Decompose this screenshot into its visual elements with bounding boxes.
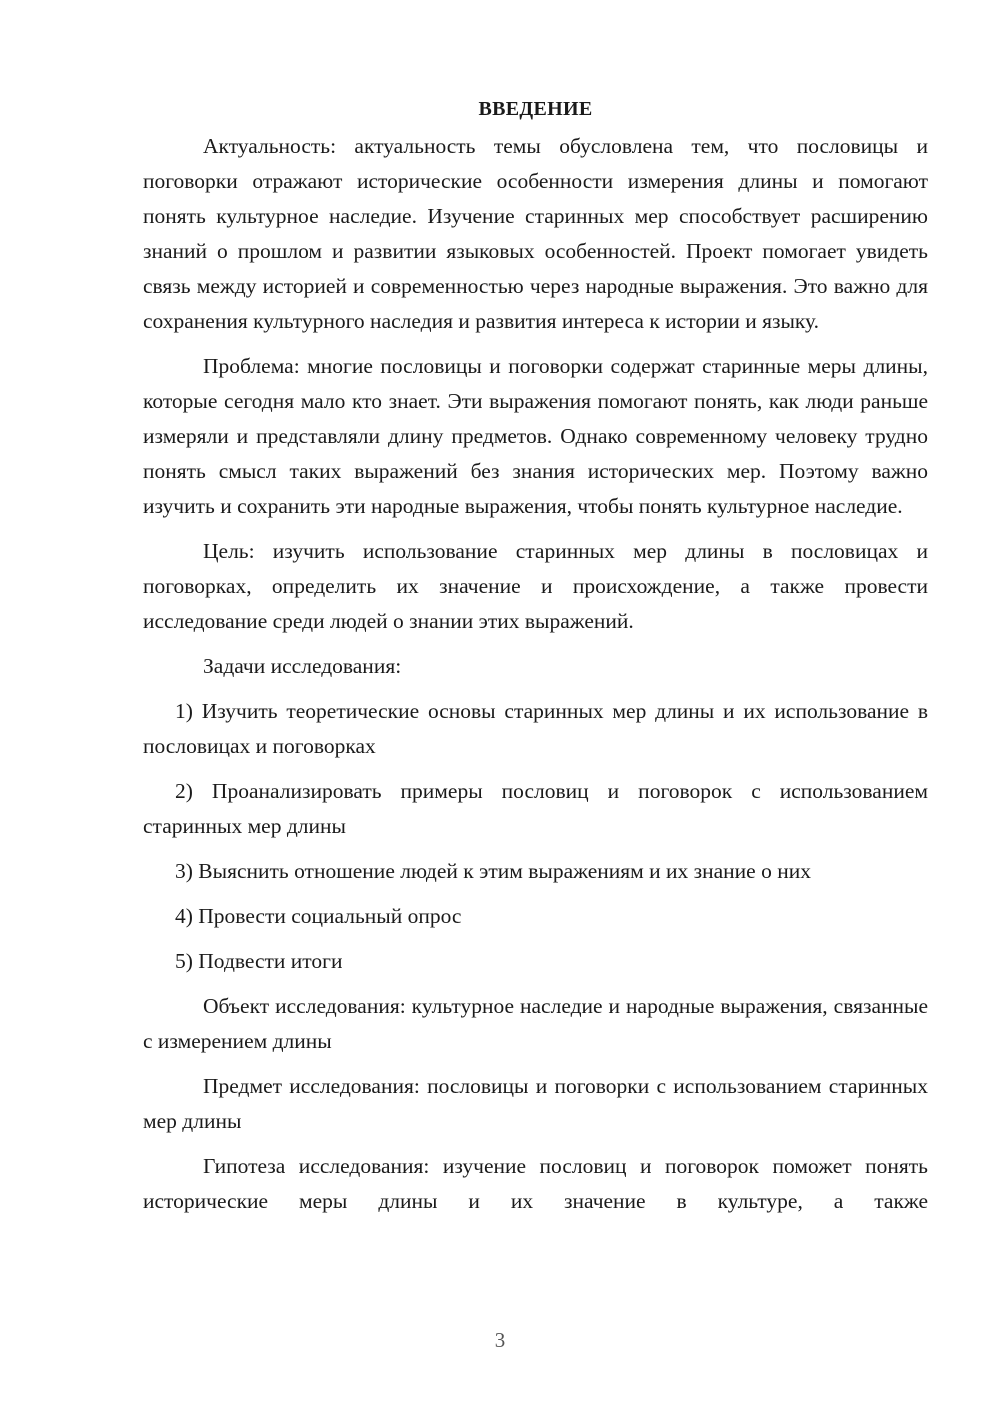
task-item: 2) Проанализировать примеры пословиц и поговорок с использованием старинных мер длины bbox=[143, 779, 928, 838]
task-item: 5) Подвести итоги bbox=[175, 949, 343, 973]
section-title: ВВЕДЕНИЕ bbox=[478, 98, 593, 120]
object-paragraph: Объект исследования: культурное наследие и народные выражения, связанные с измерением длины bbox=[143, 994, 928, 1053]
subject-paragraph: Предмет исследования: пословицы и поговорки с использованием старинных мер длины bbox=[143, 1074, 928, 1133]
goal-paragraph: Цель: изучить использование старинных мер длины в пословицах и поговорках, определить их значение и происхождение, а также провести исследование среди людей о знании этих выражений. bbox=[143, 539, 928, 633]
tasks-heading: Задачи исследования: bbox=[203, 654, 402, 678]
task-item: 3) Выяснить отношение людей к этим выражениям и их знание о них bbox=[175, 859, 811, 883]
hypothesis-paragraph: Гипотеза исследования: изучение пословиц и поговорок поможет понять исторические меры длины и их значение в культуре, а также bbox=[143, 1154, 928, 1213]
relevance-paragraph: Актуальность: актуальность темы обусловлена тем, что пословицы и поговорки отражают исторические особенности измерения длины и помогают понять культурное наследие. Изучение старинных мер способствует расширению знаний о прошлом и развитии языковых особенностей. Проект помогает увидеть связь между историей и современностью через народные выражения. Это важно для сохранения культурного наследия и развития интереса к истории и языку. bbox=[143, 134, 928, 333]
task-item: 1) Изучить теоретические основы старинных мер длины и их использование в пословицах и поговорках bbox=[143, 699, 928, 758]
document-page bbox=[143, 92, 928, 1229]
problem-paragraph: Проблема: многие пословицы и поговорки содержат старинные меры длины, которые сегодня мало кто знает. Эти выражения помогают понять, как люди раньше измеряли и представляли длину предметов. Однако современному человеку трудно понять смысл таких выражений без знания исторических мер. Поэтому важно изучить и сохранить эти народные выражения, чтобы понять культурное наследие. bbox=[143, 354, 928, 518]
task-item: 4) Провести социальный опрос bbox=[175, 904, 462, 928]
page-number: 3 bbox=[494, 1328, 506, 1352]
